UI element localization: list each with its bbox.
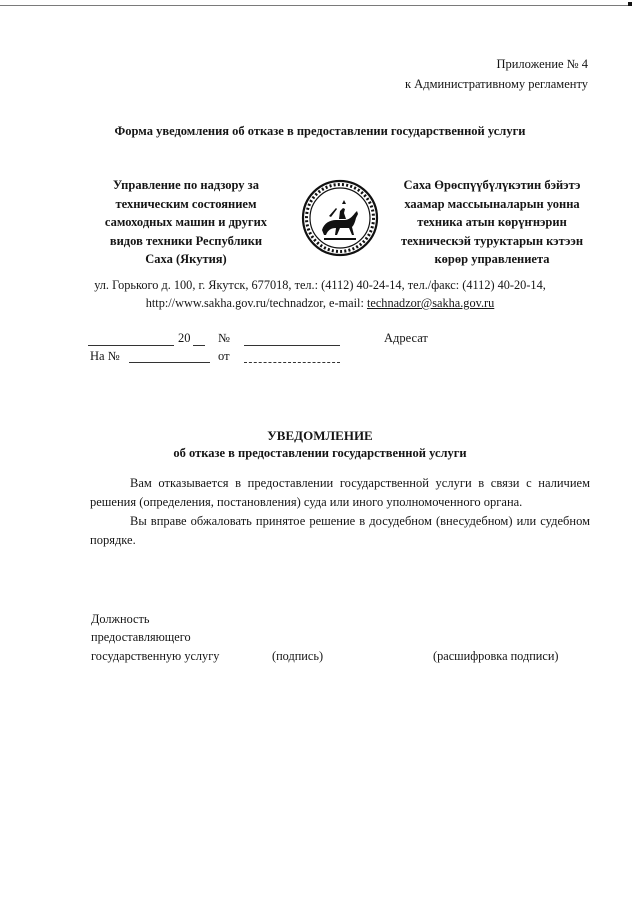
- signature-decoding-label: (расшифровка подписи): [433, 649, 559, 663]
- position-label-line-2: предоставляющего: [91, 630, 191, 644]
- email-link[interactable]: technadzor@sakha.gov.ru: [366, 296, 495, 310]
- org-sakha-line-5: көрөр управлениета: [434, 252, 550, 266]
- appendix-note: [405, 54, 588, 94]
- address-line-2: [0, 294, 640, 312]
- signature-label: (подпись): [272, 649, 324, 663]
- year-blank-line: [193, 345, 205, 346]
- reference-number-label: На №: [90, 349, 120, 363]
- scan-top-edge-line: [0, 5, 632, 6]
- position-label-line-3: государственную услугу: [91, 649, 220, 663]
- org-ru-line-4: видов техники Республики: [109, 233, 263, 248]
- from-date-blank-line: [244, 362, 340, 363]
- notice-subtitle: об отказе в предоставлении государственной услуги: [173, 446, 467, 460]
- org-ru-line-3: самоходных машин и других: [104, 215, 268, 229]
- appendix-line-1: Приложение № 4: [496, 57, 588, 71]
- org-sakha-line-3: техника атын көрүҥнэрин: [417, 215, 567, 229]
- number-blank-line: [244, 345, 340, 346]
- notice-paragraph-2: Вы вправе обжаловать принятое решение в досудебном (внесудебном) или судебном порядке.: [90, 514, 590, 547]
- notice-title: УВЕДОМЛЕНИЕ: [267, 428, 373, 443]
- org-sakha-line-4: техническэй туруктарын кэтээн: [400, 233, 584, 248]
- position-label-line-1: Должность: [91, 612, 150, 626]
- reference-number-blank-line: [129, 362, 210, 363]
- address-website: http://www.sakha.gov.ru/technadzor, e-mail:: [145, 296, 367, 310]
- coat-of-arms-sakha-icon: [300, 178, 380, 258]
- year-prefix: 20: [178, 331, 191, 345]
- org-sakha-line-2: хаамар массыыналарын уонна: [404, 196, 580, 211]
- org-ru-line-2: техническим состоянием: [115, 196, 257, 211]
- scan-corner-mark: [628, 2, 632, 6]
- org-sakha-line-1: Саха Өрөспүүбүлүкэтин бэйэтэ: [403, 178, 581, 192]
- organization-name-sakha: [386, 176, 598, 269]
- from-label: от: [218, 349, 230, 363]
- organization-address: [0, 276, 640, 312]
- addressee-label: Адресат: [384, 331, 428, 345]
- date-blank-line: [88, 345, 174, 346]
- org-ru-line-1: Управление по надзору за: [113, 178, 259, 192]
- form-title: Форма уведомления об отказе в предоставлении государственной услуги: [114, 124, 526, 138]
- notice-paragraph-1: Вам отказывается в предоставлении государственной услуги в связи с наличием решения (определения, постановления) суда или иного уполномоченного органа.: [90, 476, 590, 509]
- notice-body: [90, 474, 590, 550]
- organization-name-russian: [86, 176, 286, 269]
- org-ru-line-5: Саха (Якутия): [145, 252, 227, 266]
- appendix-line-2: к Административному регламенту: [404, 77, 588, 91]
- number-sign: №: [218, 331, 230, 345]
- address-line-1: ул. Горького д. 100, г. Якутск, 677018, тел.: (4112) 40-24-14, тел./факс: (4112) 40-20-14,: [94, 278, 546, 292]
